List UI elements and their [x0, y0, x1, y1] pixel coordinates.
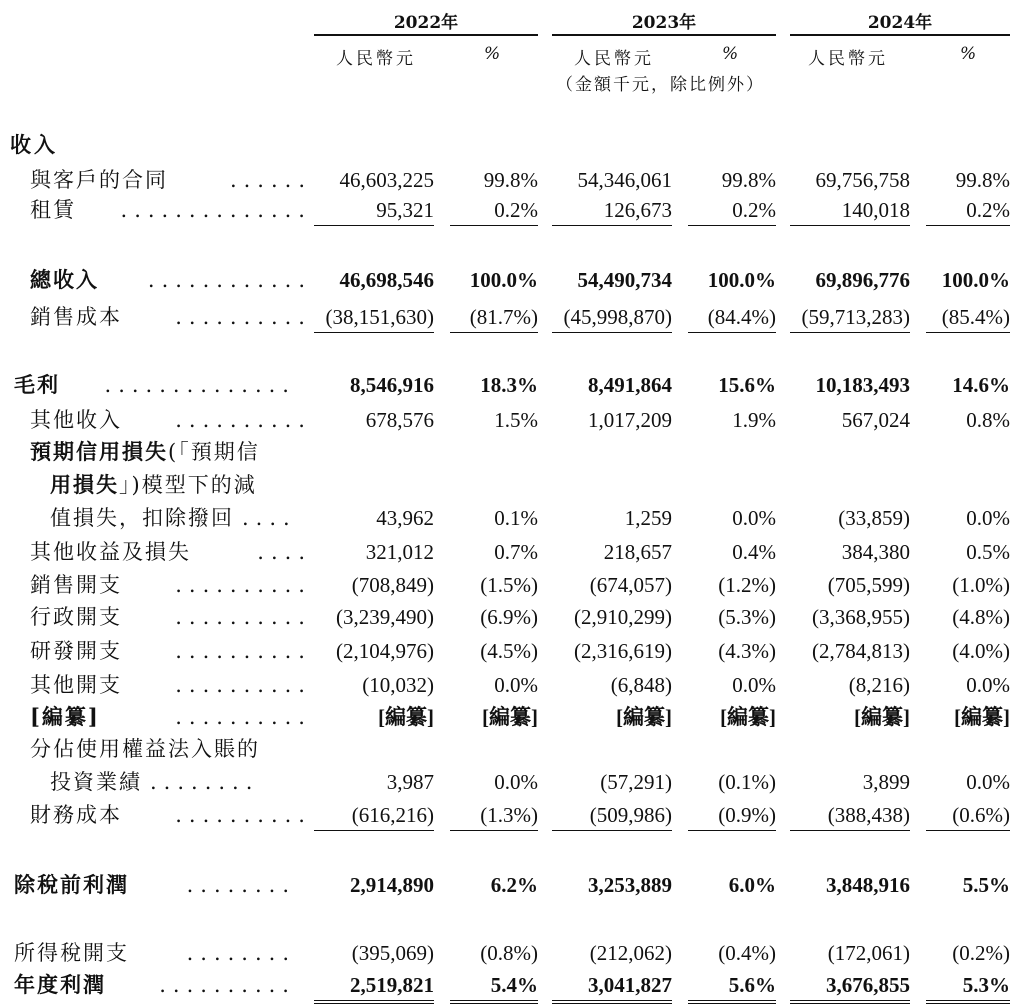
other-income-col-6: 0.8% — [966, 408, 1010, 432]
equity-method-results-col-3: (57,291) — [600, 770, 672, 794]
row-profit-before-tax — [0, 870, 1018, 900]
rd-expenses-col-4: (4.3%) — [718, 639, 776, 663]
leader-dots: ........ — [186, 873, 296, 897]
label-ecl-impairment-line-1: 預期信用損失(「預期信 — [30, 439, 260, 464]
total-revenue-col-3: 54,490,734 — [577, 268, 672, 292]
equity-method-results-col-2: 0.0% — [494, 770, 538, 794]
label-gross-profit: 毛利 .............. — [14, 370, 304, 400]
label-equity-method-results-line-1: 分佔使用權益法入賬的 — [30, 737, 260, 761]
label-income-tax: 所得稅開支 ........ — [14, 938, 304, 968]
selling-expenses-col-4: (1.2%) — [718, 573, 776, 597]
profit-for-year-col-3: 3,041,827 — [552, 970, 672, 1004]
equity-method-results-col-5: 3,899 — [862, 770, 910, 794]
income-tax-col-6: (0.2%) — [952, 941, 1010, 965]
leader-dots: ........ — [150, 770, 260, 794]
gross-profit-col-6: 14.6% — [952, 373, 1010, 397]
label-finance-costs: 財務成本 .......... — [30, 800, 320, 830]
lease-revenue-col-4: 0.2% — [688, 195, 776, 226]
row-gross-profit — [0, 370, 1018, 400]
label-ecl-impairment-line-2: 用損失」)模型下的減 — [50, 472, 257, 497]
rd-expenses-col-3: (2,316,619) — [574, 639, 672, 663]
contract-revenue-col-6: 99.8% — [955, 168, 1010, 192]
cost-of-sales-col-6: (85.4%) — [926, 302, 1010, 333]
currency-header-2022: 人民幣元 — [336, 49, 416, 69]
profit-for-year-col-5: 3,676,855 — [790, 970, 910, 1004]
label-selling-expenses: 銷售開支 .......... — [30, 570, 320, 600]
gross-profit-col-3: 8,491,864 — [588, 373, 672, 397]
leader-dots: .......... — [175, 803, 312, 827]
year-header-2023: 2023年 — [552, 8, 776, 36]
label-equity-method-results-line-2: 投資業績 ........ — [50, 770, 260, 794]
row-rd-expenses — [0, 636, 1018, 666]
contract-revenue-col-4: 99.8% — [721, 168, 776, 192]
row-selling-expenses — [0, 570, 1018, 600]
admin-expenses-col-2: (6.9%) — [480, 605, 538, 629]
ecl-impairment-col-2: 0.1% — [494, 506, 538, 530]
leader-dots: .......... — [175, 705, 312, 729]
label-other-income: 其他收入 .......... — [30, 405, 320, 435]
profit-before-tax-col-3: 3,253,889 — [588, 873, 672, 897]
income-tax-col-1: (395,069) — [351, 941, 434, 965]
row-income-tax — [0, 938, 1018, 968]
lease-revenue-col-1: 95,321 — [314, 195, 434, 226]
cost-of-sales-col-5: (59,713,283) — [790, 302, 910, 333]
other-expenses-col-4: 0.0% — [732, 673, 776, 697]
redacted-col-4: [編纂] — [720, 705, 776, 729]
other-gains-losses-col-1: 321,012 — [365, 540, 434, 564]
other-gains-losses-col-3: 218,657 — [603, 540, 672, 564]
lease-revenue-col-6: 0.2% — [926, 195, 1010, 226]
total-revenue-col-1: 46,698,546 — [339, 268, 434, 292]
leader-dots: .......... — [175, 573, 312, 597]
other-expenses-col-5: (8,216) — [848, 673, 910, 697]
section-revenue: 收入 — [10, 132, 58, 157]
finance-costs-col-5: (388,438) — [790, 800, 910, 831]
income-tax-col-2: (0.8%) — [480, 941, 538, 965]
rd-expenses-col-5: (2,784,813) — [812, 639, 910, 663]
other-income-col-5: 567,024 — [841, 408, 910, 432]
selling-expenses-col-2: (1.5%) — [480, 573, 538, 597]
row-other-gains-losses — [0, 537, 1018, 567]
percent-header-2024: % — [960, 44, 977, 64]
label-cost-of-sales: 銷售成本 .......... — [30, 302, 320, 332]
admin-expenses-col-5: (3,368,955) — [812, 605, 910, 629]
gross-profit-col-2: 18.3% — [480, 373, 538, 397]
equity-method-results-col-4: (0.1%) — [718, 770, 776, 794]
row-other-income — [0, 405, 1018, 435]
leader-dots: .............. — [120, 198, 312, 222]
admin-expenses-col-6: (4.8%) — [952, 605, 1010, 629]
other-gains-losses-col-4: 0.4% — [732, 540, 776, 564]
percent-header-2022: % — [484, 44, 501, 64]
label-admin-expenses: 行政開支 .......... — [30, 602, 320, 632]
other-income-col-2: 1.5% — [494, 408, 538, 432]
leader-dots: ...... — [229, 168, 312, 192]
redacted-col-1: [編纂] — [378, 705, 434, 729]
selling-expenses-col-3: (674,057) — [589, 573, 672, 597]
label-rd-expenses: 研發開支 .......... — [30, 636, 320, 666]
row-finance-costs — [0, 800, 1018, 830]
ecl-impairment-col-3: 1,259 — [624, 506, 672, 530]
profit-for-year-col-2: 5.4% — [450, 970, 538, 1004]
selling-expenses-col-1: (708,849) — [351, 573, 434, 597]
profit-before-tax-col-6: 5.5% — [962, 873, 1010, 897]
other-gains-losses-col-2: 0.7% — [494, 540, 538, 564]
total-revenue-col-4: 100.0% — [707, 268, 776, 292]
admin-expenses-col-4: (5.3%) — [718, 605, 776, 629]
leader-dots: .... — [242, 506, 297, 530]
other-expenses-col-3: (6,848) — [610, 673, 672, 697]
other-income-col-4: 1.9% — [732, 408, 776, 432]
profit-before-tax-col-5: 3,848,916 — [826, 873, 910, 897]
row-admin-expenses — [0, 602, 1018, 632]
finance-costs-col-1: (616,216) — [314, 800, 434, 831]
profit-for-year-col-6: 5.3% — [926, 970, 1010, 1004]
currency-header-2024: 人民幣元 — [808, 49, 888, 69]
profit-for-year-col-1: 2,519,821 — [314, 970, 434, 1004]
redacted-col-6: [編纂] — [954, 705, 1010, 729]
admin-expenses-col-3: (2,910,299) — [574, 605, 672, 629]
percent-header-2023: % — [722, 44, 739, 64]
rd-expenses-col-6: (4.0%) — [952, 639, 1010, 663]
label-other-gains-losses: 其他收益及損失 .... — [30, 537, 320, 567]
label-profit-before-tax: 除稅前利潤 ........ — [14, 870, 304, 900]
year-header-2022: 2022年 — [314, 8, 538, 36]
income-tax-col-4: (0.4%) — [718, 941, 776, 965]
equity-method-results-col-6: 0.0% — [966, 770, 1010, 794]
leader-dots: .......... — [175, 605, 312, 629]
lease-revenue-col-5: 140,018 — [790, 195, 910, 226]
rd-expenses-col-2: (4.5%) — [480, 639, 538, 663]
other-gains-losses-col-6: 0.5% — [966, 540, 1010, 564]
other-expenses-col-1: (10,032) — [362, 673, 434, 697]
row-contract-revenue — [0, 165, 1018, 195]
gross-profit-col-5: 10,183,493 — [815, 373, 910, 397]
cost-of-sales-col-3: (45,998,870) — [552, 302, 672, 333]
label-profit-for-year: 年度利潤 .......... — [14, 970, 304, 1000]
redacted-col-5: [編纂] — [854, 705, 910, 729]
label-contract-revenue: 與客戶的合同 ...... — [30, 165, 320, 195]
row-other-expenses — [0, 670, 1018, 700]
contract-revenue-col-5: 69,756,758 — [815, 168, 910, 192]
leader-dots: ........ — [186, 941, 296, 965]
label-other-expenses: 其他開支 .......... — [30, 670, 320, 700]
income-tax-col-5: (172,061) — [827, 941, 910, 965]
profit-for-year-col-4: 5.6% — [688, 970, 776, 1004]
ecl-impairment-col-5: (33,859) — [838, 506, 910, 530]
selling-expenses-col-6: (1.0%) — [952, 573, 1010, 597]
leader-dots: .............. — [104, 373, 296, 397]
leader-dots: .... — [257, 540, 312, 564]
row-redacted — [0, 702, 1018, 732]
rd-expenses-col-1: (2,104,976) — [336, 639, 434, 663]
ecl-impairment-col-1: 43,962 — [376, 506, 434, 530]
finance-costs-col-6: (0.6%) — [926, 800, 1010, 831]
lease-revenue-col-2: 0.2% — [450, 195, 538, 226]
leader-dots: .......... — [175, 408, 312, 432]
leader-dots: .......... — [159, 973, 296, 997]
year-header-2024: 2024年 — [790, 8, 1010, 36]
total-revenue-col-5: 69,896,776 — [815, 268, 910, 292]
ecl-impairment-col-6: 0.0% — [966, 506, 1010, 530]
gross-profit-col-4: 15.6% — [718, 373, 776, 397]
label-redacted: [編纂] .......... — [30, 702, 320, 732]
label-total-revenue: 總收入 ............ — [30, 265, 320, 295]
label-ecl-impairment-line-3: 值損失，扣除撥回 .... — [50, 506, 297, 530]
cost-of-sales-col-1: (38,151,630) — [314, 302, 434, 333]
contract-revenue-col-1: 46,603,225 — [339, 168, 434, 192]
leader-dots: ............ — [147, 268, 312, 292]
row-total-revenue — [0, 265, 1018, 295]
label-lease-revenue: 租賃 .............. — [30, 195, 320, 225]
other-expenses-col-2: 0.0% — [494, 673, 538, 697]
other-income-col-1: 678,576 — [365, 408, 434, 432]
row-cost-of-sales — [0, 302, 1018, 332]
finance-costs-col-4: (0.9%) — [688, 800, 776, 831]
other-expenses-col-6: 0.0% — [966, 673, 1010, 697]
leader-dots: .......... — [175, 673, 312, 697]
equity-method-results-col-1: 3,987 — [386, 770, 434, 794]
ecl-impairment-col-4: 0.0% — [732, 506, 776, 530]
leader-dots: .......... — [175, 639, 312, 663]
row-profit-for-year — [0, 970, 1018, 1000]
profit-before-tax-col-4: 6.0% — [728, 873, 776, 897]
profit-before-tax-col-2: 6.2% — [490, 873, 538, 897]
finance-costs-col-3: (509,986) — [552, 800, 672, 831]
leader-dots: .......... — [175, 305, 312, 329]
redacted-col-3: [編纂] — [616, 705, 672, 729]
other-gains-losses-col-5: 384,380 — [841, 540, 910, 564]
contract-revenue-col-2: 99.8% — [483, 168, 538, 192]
total-revenue-col-2: 100.0% — [469, 268, 538, 292]
total-revenue-col-6: 100.0% — [941, 268, 1010, 292]
redacted-col-2: [編纂] — [482, 705, 538, 729]
lease-revenue-col-3: 126,673 — [552, 195, 672, 226]
income-tax-col-3: (212,062) — [589, 941, 672, 965]
finance-costs-col-2: (1.3%) — [450, 800, 538, 831]
gross-profit-col-1: 8,546,916 — [350, 373, 434, 397]
cost-of-sales-col-4: (84.4%) — [688, 302, 776, 333]
profit-before-tax-col-1: 2,914,890 — [350, 873, 434, 897]
selling-expenses-col-5: (705,599) — [827, 573, 910, 597]
admin-expenses-col-1: (3,239,490) — [336, 605, 434, 629]
unit-note: （金額千元，除比例外） — [556, 75, 765, 95]
currency-header-2023: 人民幣元 — [574, 49, 654, 69]
row-lease-revenue — [0, 195, 1018, 225]
cost-of-sales-col-2: (81.7%) — [450, 302, 538, 333]
other-income-col-3: 1,017,209 — [588, 408, 672, 432]
contract-revenue-col-3: 54,346,061 — [577, 168, 672, 192]
